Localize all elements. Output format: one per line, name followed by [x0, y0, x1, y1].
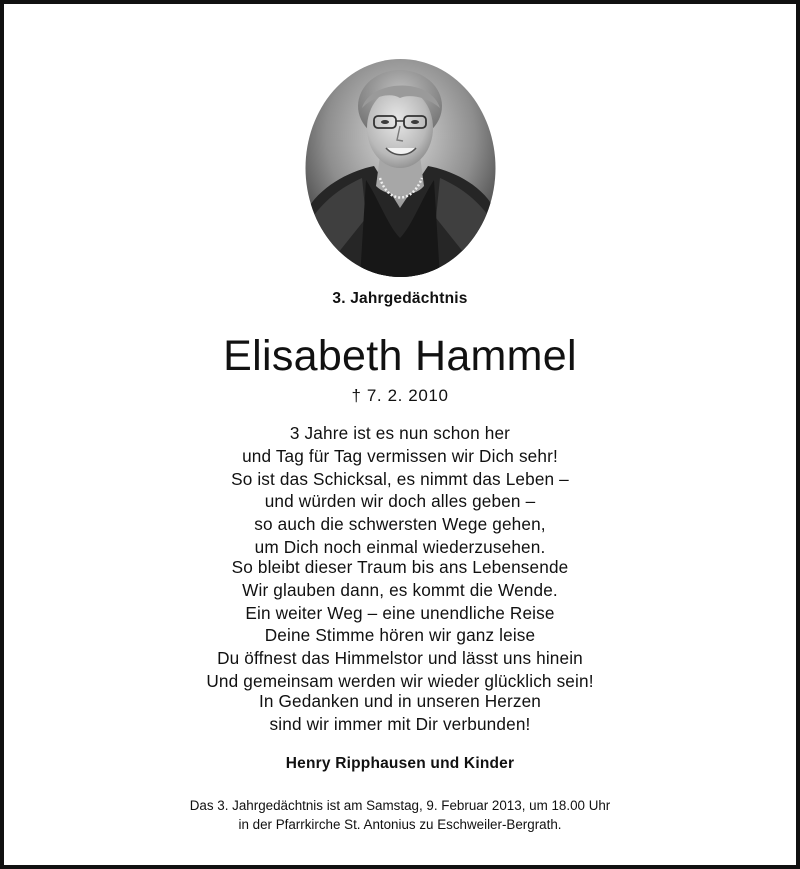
poem-line: Du öffnest das Himmelstor und lässt uns hinein	[217, 648, 583, 669]
service-notice-line: Das 3. Jahrgedächtnis ist am Samstag, 9. Februar 2013, um 18.00 Uhr	[189, 798, 611, 813]
poem-stanza	[0, 690, 800, 736]
poem-line: um Dich noch einmal wiederzusehen.	[254, 536, 546, 557]
poem-line: Ein weiter Weg – eine unendliche Reise	[245, 602, 555, 623]
poem-line: Deine Stimme hören wir ganz leise	[264, 625, 536, 646]
poem-line: und würden wir doch alles geben –	[264, 491, 536, 512]
memorial-label: 3. Jahrgedächtnis	[332, 290, 468, 307]
portrait-photo	[304, 58, 497, 278]
poem-line: sind wir immer mit Dir verbunden!	[269, 713, 531, 734]
poem-line: Und gemeinsam werden wir wieder glücklich sein!	[206, 670, 594, 691]
deceased-name: Elisabeth Hammel	[223, 332, 577, 380]
poem-line: Wir glauben dann, es kommt die Wende.	[242, 579, 558, 600]
death-date: † 7. 2. 2010	[351, 386, 449, 405]
service-notice	[0, 796, 800, 834]
poem-line: 3 Jahre ist es nun schon her	[289, 423, 511, 443]
poem-line: So bleibt dieser Traum bis ans Lebensende	[231, 557, 569, 577]
poem-line: und Tag für Tag vermissen wir Dich sehr!	[242, 445, 558, 466]
poem-line: In Gedanken und in unseren Herzen	[258, 691, 542, 711]
poem-stanza	[0, 556, 800, 693]
service-notice-line: in der Pfarrkirche St. Antonius zu Eschweiler-Bergrath.	[238, 817, 562, 832]
poem-line: so auch die schwersten Wege gehen,	[254, 514, 546, 535]
poem-stanza	[0, 422, 800, 559]
portrait-image	[304, 58, 497, 278]
family-signature: Henry Ripphausen und Kinder	[285, 755, 515, 772]
poem-line: So ist das Schicksal, es nimmt das Leben –	[231, 468, 569, 489]
